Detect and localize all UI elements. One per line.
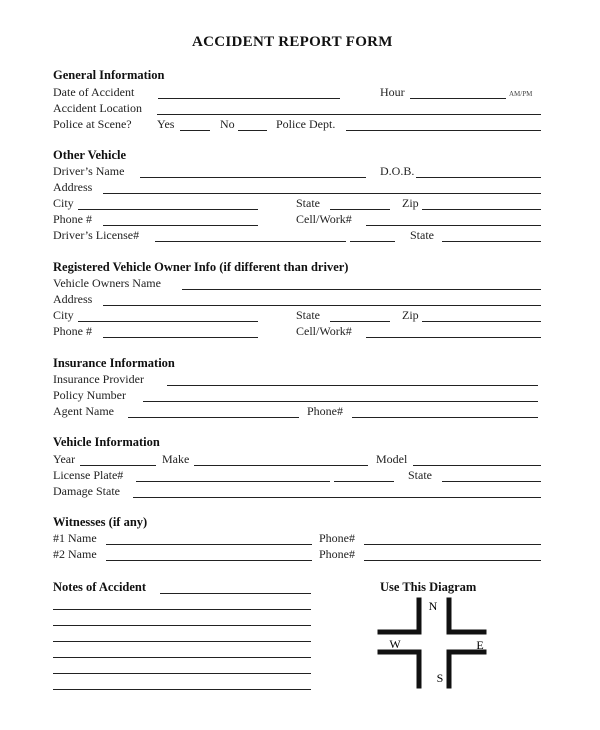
south-label: S: [436, 671, 444, 685]
policy-field[interactable]: [143, 401, 538, 402]
owner-name-label: Vehicle Owners Name: [53, 276, 161, 290]
notes-title-field[interactable]: [160, 593, 311, 594]
west-label: W: [389, 637, 401, 651]
notes-line[interactable]: [53, 641, 311, 642]
provider-field[interactable]: [167, 385, 538, 386]
state-label: State: [296, 196, 320, 210]
plate-label: License Plate#: [53, 468, 124, 482]
witness1-phone-field[interactable]: [364, 544, 541, 545]
drivers-name-label: Driver’s Name: [53, 164, 125, 178]
witness2-phone-label: Phone#: [319, 547, 355, 561]
hour-field[interactable]: [410, 98, 506, 99]
year-label: Year: [53, 452, 76, 466]
phone-label: Phone #: [53, 212, 92, 226]
agent-label: Agent Name: [53, 404, 114, 418]
policy-label: Policy Number: [53, 388, 126, 402]
insurance-phone-field[interactable]: [352, 417, 538, 418]
damage-label: Damage State: [53, 484, 120, 498]
owner-cell-work-field[interactable]: [366, 337, 541, 338]
owner-zip-field[interactable]: [422, 321, 541, 322]
intersection-diagram[interactable]: [370, 592, 500, 696]
plate-field[interactable]: [136, 481, 330, 482]
witness1-phone-label: Phone#: [319, 531, 355, 545]
license-field[interactable]: [155, 241, 346, 242]
address-label: Address: [53, 180, 93, 194]
road-corner-ne: [449, 600, 484, 632]
year-field[interactable]: [80, 465, 156, 466]
city-field[interactable]: [78, 209, 258, 210]
notes-label: Notes of Accident: [53, 580, 147, 594]
owner-zip-label: Zip: [402, 308, 419, 322]
zip-field[interactable]: [422, 209, 541, 210]
road-corner-sw: [380, 652, 419, 686]
dob-label: D.O.B.: [380, 164, 415, 178]
north-label: N: [428, 599, 438, 613]
owner-name-field[interactable]: [182, 289, 541, 290]
owner-state-label: State: [296, 308, 320, 322]
witness2-name-field[interactable]: [106, 560, 312, 561]
model-field[interactable]: [413, 465, 541, 466]
license-state-field[interactable]: [442, 241, 541, 242]
owner-cell-work-label: Cell/Work#: [296, 324, 352, 338]
notes-line[interactable]: [53, 657, 311, 658]
notes-line[interactable]: [53, 673, 311, 674]
provider-label: Insurance Provider: [53, 372, 144, 386]
owner-phone-label: Phone #: [53, 324, 92, 338]
yes-field[interactable]: [180, 130, 210, 131]
owner-city-field[interactable]: [78, 321, 258, 322]
owner-address-field[interactable]: [103, 305, 541, 306]
road-corner-se: [449, 652, 484, 686]
address-field[interactable]: [103, 193, 541, 194]
damage-field[interactable]: [133, 497, 541, 498]
notes-line[interactable]: [53, 689, 311, 690]
dob-field[interactable]: [416, 177, 541, 178]
yes-label: Yes: [157, 117, 175, 131]
drivers-name-field[interactable]: [140, 177, 366, 178]
notes-line[interactable]: [53, 609, 311, 610]
owner-heading: Registered Vehicle Owner Info (if different than driver): [53, 260, 349, 274]
owner-phone-field[interactable]: [103, 337, 258, 338]
other-vehicle-heading: Other Vehicle: [53, 148, 127, 162]
road-corner-nw: [380, 600, 419, 632]
owner-address-label: Address: [53, 292, 93, 306]
cell-work-label: Cell/Work#: [296, 212, 352, 226]
witness1-name-field[interactable]: [106, 544, 312, 545]
no-field[interactable]: [238, 130, 267, 131]
witness2-name-label: #2 Name: [53, 547, 97, 561]
date-label: Date of Accident: [53, 85, 135, 99]
form-title: ACCIDENT REPORT FORM: [192, 34, 393, 50]
vehicle-state-label: State: [408, 468, 432, 482]
police-dept-label: Police Dept.: [276, 117, 336, 131]
notes-line[interactable]: [53, 625, 311, 626]
police-scene-label: Police at Scene?: [53, 117, 132, 131]
general-heading: General Information: [53, 68, 165, 82]
agent-field[interactable]: [128, 417, 299, 418]
vehicle-state-field[interactable]: [442, 481, 541, 482]
make-field[interactable]: [194, 465, 368, 466]
witness1-name-label: #1 Name: [53, 531, 97, 545]
make-label: Make: [162, 452, 190, 466]
diagram-heading: Use This Diagram: [380, 580, 477, 594]
owner-city-label: City: [53, 308, 74, 322]
east-label: E: [476, 638, 484, 652]
zip-label: Zip: [402, 196, 419, 210]
plate-extra-field[interactable]: [334, 481, 394, 482]
license-extra-field[interactable]: [350, 241, 395, 242]
location-label: Accident Location: [53, 101, 142, 115]
phone-field[interactable]: [103, 225, 258, 226]
license-label: Driver’s License#: [53, 228, 140, 242]
insurance-phone-label: Phone#: [307, 404, 343, 418]
ampm-label: AM/PM: [509, 90, 533, 98]
location-field[interactable]: [157, 114, 541, 115]
cell-work-field[interactable]: [366, 225, 541, 226]
owner-state-field[interactable]: [330, 321, 390, 322]
state-field[interactable]: [330, 209, 390, 210]
insurance-heading: Insurance Information: [53, 356, 175, 370]
model-label: Model: [376, 452, 408, 466]
witness2-phone-field[interactable]: [364, 560, 541, 561]
no-label: No: [220, 117, 235, 131]
police-dept-field[interactable]: [346, 130, 541, 131]
vehicle-info-heading: Vehicle Information: [53, 435, 160, 449]
city-label: City: [53, 196, 74, 210]
date-field[interactable]: [158, 98, 340, 99]
hour-label: Hour: [380, 85, 405, 99]
witnesses-heading: Witnesses (if any): [53, 515, 148, 529]
license-state-label: State: [410, 228, 434, 242]
